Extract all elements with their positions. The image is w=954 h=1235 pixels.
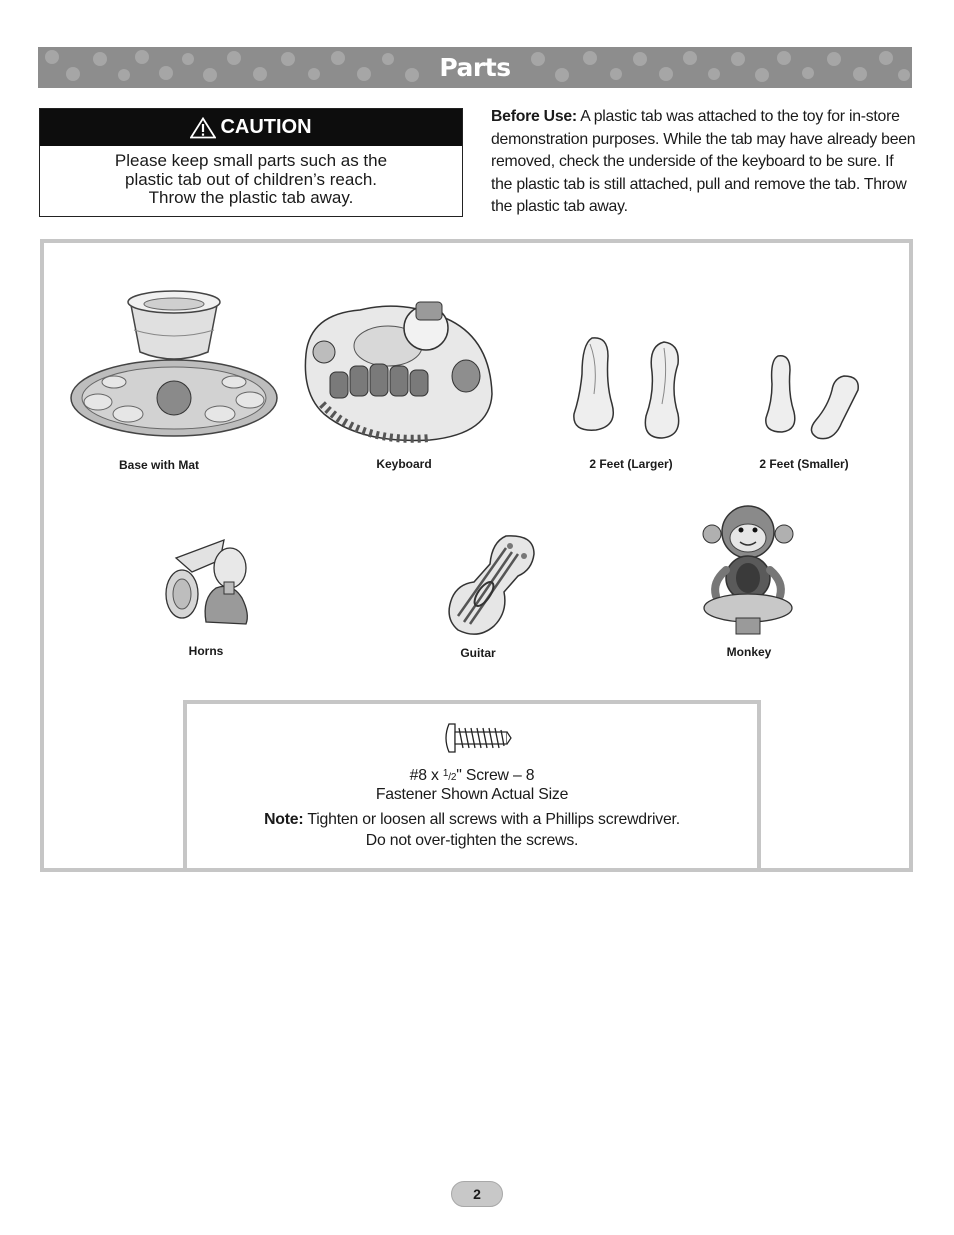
horns-illustration <box>162 538 254 630</box>
before-use-text: A plastic tab was attached to the toy for in-store demonstration purposes. While the tab may have already been removed, check the underside of the keyboard to be sure. If the plastic tab is still attached, pull and remove the tab. Throw the plastic tab away. <box>491 108 916 215</box>
note-text: Tighten or loosen all screws with a Phillips screwdriver. <box>307 811 680 828</box>
note-line-2: Do not over-tighten the screws. <box>365 832 579 849</box>
screw-spec: #8 x $^1$/2" Screw – 8 <box>409 767 535 784</box>
caution-line: Please keep small parts such as the <box>114 151 388 170</box>
caution-line: Throw the plastic tab away. <box>148 188 354 207</box>
monkey-illustration <box>698 504 798 636</box>
screw-prefix: #8 x <box>409 767 443 784</box>
caution-text <box>40 146 462 208</box>
feet-smaller-illustration <box>760 350 864 446</box>
base-with-mat-illustration <box>70 290 282 440</box>
fastener-box <box>183 700 761 870</box>
page-number: 2 <box>451 1181 503 1207</box>
part-label: Base with Mat <box>118 458 200 472</box>
caution-title: CAUTION <box>220 116 312 138</box>
screw-suffix: " Screw – 8 <box>456 767 535 784</box>
caution-line: plastic tab out of children’s reach. <box>125 169 377 189</box>
screw-icon <box>443 722 513 754</box>
before-use-paragraph <box>491 106 916 219</box>
section-banner <box>38 47 912 88</box>
part-label: Monkey <box>726 645 772 659</box>
note-line <box>187 809 757 830</box>
actual-size-caption: Fastener Shown Actual Size <box>375 786 569 803</box>
before-use-label: Before Use: <box>491 108 577 125</box>
warning-triangle-icon <box>190 117 216 139</box>
part-label: Horns <box>188 644 224 658</box>
part-label: Keyboard <box>376 457 432 471</box>
keyboard-illustration <box>300 294 496 444</box>
part-label: Guitar <box>460 646 496 660</box>
guitar-illustration <box>444 532 538 636</box>
note-label: Note: <box>264 811 304 828</box>
fraction-numerator: 1 <box>442 768 449 779</box>
part-label: 2 Feet (Smaller) <box>759 457 849 471</box>
caution-header <box>40 109 462 146</box>
part-label: 2 Feet (Larger) <box>589 457 673 471</box>
fraction-denominator: 2 <box>450 772 457 783</box>
caution-box <box>39 108 463 217</box>
feet-larger-illustration <box>568 334 698 440</box>
page-title: Parts <box>439 53 511 82</box>
